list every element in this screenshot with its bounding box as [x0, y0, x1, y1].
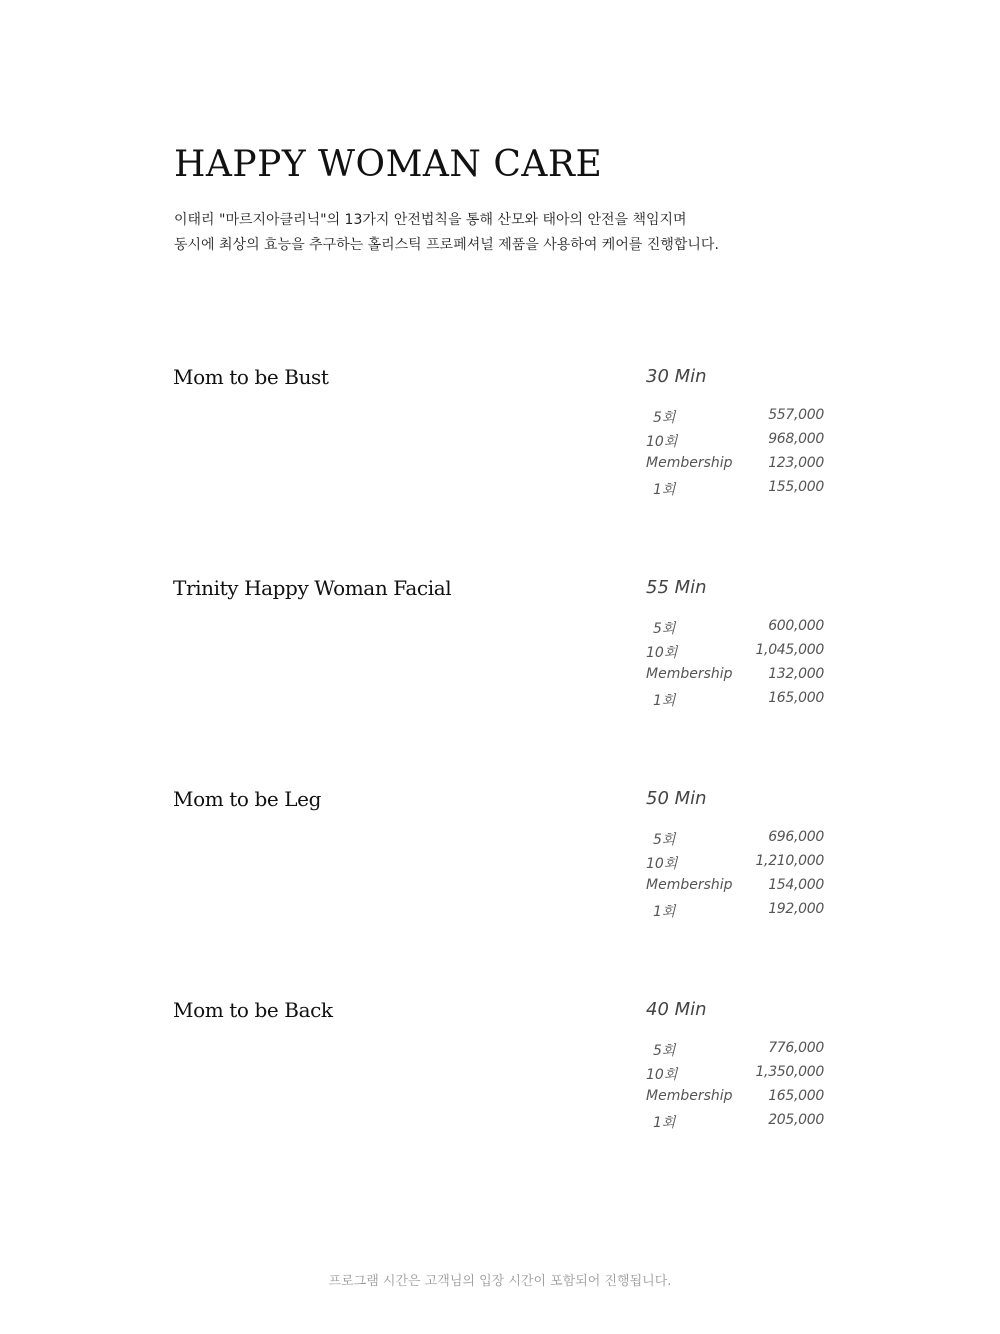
price-value: 776,000 [768, 1040, 824, 1056]
price-row-10-sessions [646, 642, 824, 666]
price-value: 165,000 [768, 1088, 824, 1104]
program-name: Mom to be Leg [173, 787, 321, 811]
program-name: Trinity Happy Woman Facial [173, 576, 452, 600]
price-label: Membership [646, 666, 733, 682]
price-value: 1,350,000 [755, 1064, 824, 1080]
page-title: HAPPY WOMAN CARE [174, 144, 603, 185]
footer-note: 프로그램 시간은 고객님의 입장 시간이 포함되어 진행됩니다. [328, 1274, 672, 1289]
price-label: Membership [646, 877, 733, 893]
price-label: Membership [646, 1088, 733, 1104]
intro-text [174, 208, 894, 258]
program-mom-to-be-leg [0, 787, 1000, 967]
price-value: 154,000 [768, 877, 824, 893]
price-value: 1,045,000 [755, 642, 824, 658]
price-row-5-sessions [646, 1040, 824, 1064]
price-row-1-session [646, 690, 824, 714]
price-row-10-sessions [646, 431, 824, 455]
price-row-membership [646, 666, 824, 690]
price-value: 968,000 [768, 431, 824, 447]
price-value: 155,000 [768, 479, 824, 495]
price-list [646, 618, 824, 714]
price-value: 1,210,000 [755, 853, 824, 869]
price-value: 600,000 [768, 618, 824, 634]
price-label: 5회 [653, 621, 676, 637]
price-label: 5회 [653, 832, 676, 848]
price-label: 1회 [653, 904, 676, 920]
price-label: 10회 [646, 645, 678, 661]
price-list [646, 829, 824, 925]
price-label: 1회 [653, 1115, 676, 1131]
price-row-5-sessions [646, 407, 824, 431]
program-trinity-happy-woman-facial [0, 576, 1000, 756]
price-label: 1회 [653, 693, 676, 709]
program-mom-to-be-bust [0, 365, 1000, 545]
price-row-10-sessions [646, 1064, 824, 1088]
price-label: Membership [646, 455, 733, 471]
price-value: 557,000 [768, 407, 824, 423]
program-duration: 55 Min [646, 577, 707, 598]
program-duration: 40 Min [646, 999, 707, 1020]
intro-line-2: 동시에 최상의 효능을 추구하는 홀리스틱 프로페셔널 제품을 사용하여 케어를 진행합니다. [174, 237, 719, 253]
intro-line-1: 이태리 "마르지아클리닉"의 13가지 안전법칙을 통해 산모와 태아의 안전을 책임지며 [174, 212, 687, 228]
program-name: Mom to be Back [173, 998, 333, 1022]
program-name: Mom to be Bust [173, 365, 329, 389]
price-row-membership [646, 877, 824, 901]
price-row-10-sessions [646, 853, 824, 877]
price-value: 165,000 [768, 690, 824, 706]
price-list [646, 407, 824, 503]
price-row-1-session [646, 479, 824, 503]
price-label: 10회 [646, 1067, 678, 1083]
price-value: 132,000 [768, 666, 824, 682]
price-row-5-sessions [646, 829, 824, 853]
program-duration: 30 Min [646, 366, 707, 387]
price-label: 1회 [653, 482, 676, 498]
price-row-1-session [646, 1112, 824, 1136]
price-label: 5회 [653, 410, 676, 426]
price-label: 10회 [646, 856, 678, 872]
price-row-membership [646, 1088, 824, 1112]
price-row-1-session [646, 901, 824, 925]
program-mom-to-be-back [0, 998, 1000, 1178]
price-row-membership [646, 455, 824, 479]
price-label: 5회 [653, 1043, 676, 1059]
price-value: 696,000 [768, 829, 824, 845]
price-row-5-sessions [646, 618, 824, 642]
price-label: 10회 [646, 434, 678, 450]
price-list [646, 1040, 824, 1136]
price-value: 205,000 [768, 1112, 824, 1128]
price-value: 192,000 [768, 901, 824, 917]
price-value: 123,000 [768, 455, 824, 471]
program-duration: 50 Min [646, 788, 707, 809]
